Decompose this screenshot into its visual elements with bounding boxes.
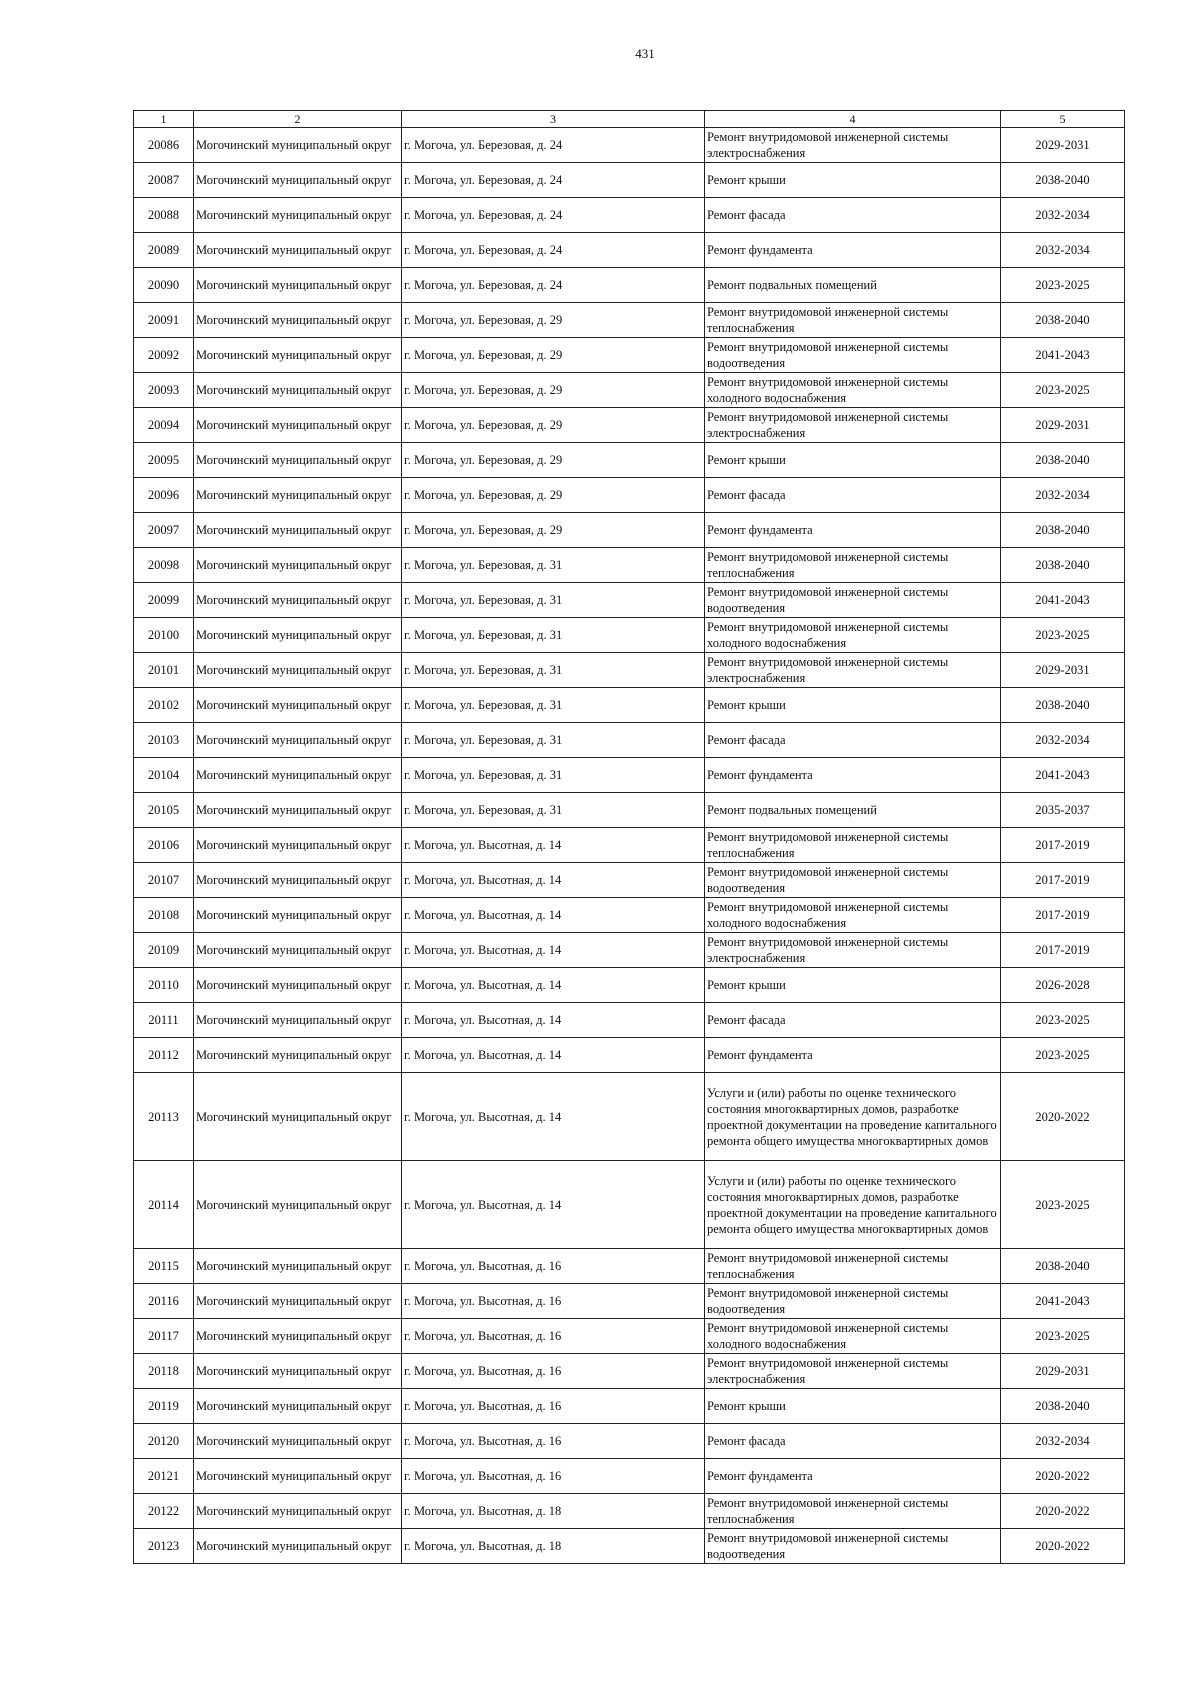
municipality-cell: Могочинский муниципальный округ	[194, 933, 402, 968]
table-row	[134, 513, 1125, 548]
work-type-cell: Ремонт внутридомовой инженерной системы электроснабжения	[705, 128, 1001, 163]
row-number: 20088	[134, 198, 194, 233]
row-number: 20105	[134, 793, 194, 828]
period-cell: 2038-2040	[1001, 688, 1125, 723]
address-cell: г. Могоча, ул. Высотная, д. 14	[402, 1003, 705, 1038]
period-cell: 2035-2037	[1001, 793, 1125, 828]
address-cell: г. Могоча, ул. Березовая, д. 24	[402, 128, 705, 163]
work-type-cell: Ремонт фундамента	[705, 233, 1001, 268]
municipality-cell: Могочинский муниципальный округ	[194, 1354, 402, 1389]
work-type-cell: Ремонт внутридомовой инженерной системы теплоснабжения	[705, 1249, 1001, 1284]
municipality-cell: Могочинский муниципальный округ	[194, 583, 402, 618]
municipality-cell: Могочинский муниципальный округ	[194, 1038, 402, 1073]
table-row	[134, 548, 1125, 583]
row-number: 20087	[134, 163, 194, 198]
table-row	[134, 688, 1125, 723]
header-col-1: 1	[134, 111, 194, 128]
municipality-cell: Могочинский муниципальный округ	[194, 688, 402, 723]
table-row	[134, 268, 1125, 303]
period-cell: 2041-2043	[1001, 1284, 1125, 1319]
municipality-cell: Могочинский муниципальный округ	[194, 1073, 402, 1161]
period-cell: 2038-2040	[1001, 303, 1125, 338]
address-cell: г. Могоча, ул. Березовая, д. 24	[402, 163, 705, 198]
municipality-cell: Могочинский муниципальный округ	[194, 513, 402, 548]
row-number: 20097	[134, 513, 194, 548]
table-row	[134, 1284, 1125, 1319]
work-type-cell: Ремонт фундамента	[705, 758, 1001, 793]
table-row	[134, 968, 1125, 1003]
table-row	[134, 233, 1125, 268]
row-number: 20113	[134, 1073, 194, 1161]
table-row	[134, 1319, 1125, 1354]
period-cell: 2023-2025	[1001, 1003, 1125, 1038]
work-type-cell: Ремонт фасада	[705, 1003, 1001, 1038]
period-cell: 2038-2040	[1001, 163, 1125, 198]
municipality-cell: Могочинский муниципальный округ	[194, 618, 402, 653]
work-type-cell: Ремонт внутридомовой инженерной системы водоотведения	[705, 1284, 1001, 1319]
address-cell: г. Могоча, ул. Березовая, д. 29	[402, 443, 705, 478]
address-cell: г. Могоча, ул. Высотная, д. 14	[402, 863, 705, 898]
table-row	[134, 828, 1125, 863]
municipality-cell: Могочинский муниципальный округ	[194, 1161, 402, 1249]
row-number: 20101	[134, 653, 194, 688]
period-cell: 2020-2022	[1001, 1529, 1125, 1564]
period-cell: 2041-2043	[1001, 338, 1125, 373]
row-number: 20106	[134, 828, 194, 863]
table-row	[134, 1529, 1125, 1564]
period-cell: 2032-2034	[1001, 723, 1125, 758]
municipality-cell: Могочинский муниципальный округ	[194, 408, 402, 443]
period-cell: 2023-2025	[1001, 618, 1125, 653]
row-number: 20117	[134, 1319, 194, 1354]
municipality-cell: Могочинский муниципальный округ	[194, 1249, 402, 1284]
row-number: 20116	[134, 1284, 194, 1319]
work-type-cell: Ремонт внутридомовой инженерной системы электроснабжения	[705, 653, 1001, 688]
work-type-cell: Ремонт крыши	[705, 688, 1001, 723]
period-cell: 2017-2019	[1001, 898, 1125, 933]
row-number: 20094	[134, 408, 194, 443]
period-cell: 2023-2025	[1001, 1161, 1125, 1249]
work-type-cell: Ремонт внутридомовой инженерной системы водоотведения	[705, 338, 1001, 373]
address-cell: г. Могоча, ул. Высотная, д. 14	[402, 933, 705, 968]
table-row	[134, 1354, 1125, 1389]
address-cell: г. Могоча, ул. Высотная, д. 16	[402, 1319, 705, 1354]
address-cell: г. Могоча, ул. Березовая, д. 24	[402, 268, 705, 303]
address-cell: г. Могоча, ул. Высотная, д. 16	[402, 1424, 705, 1459]
table-row	[134, 1073, 1125, 1161]
row-number: 20102	[134, 688, 194, 723]
address-cell: г. Могоча, ул. Березовая, д. 31	[402, 583, 705, 618]
table-row	[134, 1459, 1125, 1494]
work-type-cell: Ремонт крыши	[705, 968, 1001, 1003]
period-cell: 2038-2040	[1001, 443, 1125, 478]
address-cell: г. Могоча, ул. Березовая, д. 24	[402, 233, 705, 268]
period-cell: 2029-2031	[1001, 1354, 1125, 1389]
row-number: 20098	[134, 548, 194, 583]
work-type-cell: Ремонт внутридомовой инженерной системы холодного водоснабжения	[705, 898, 1001, 933]
row-number: 20096	[134, 478, 194, 513]
period-cell: 2029-2031	[1001, 408, 1125, 443]
table-row	[134, 373, 1125, 408]
work-type-cell: Ремонт крыши	[705, 443, 1001, 478]
row-number: 20109	[134, 933, 194, 968]
period-cell: 2038-2040	[1001, 548, 1125, 583]
period-cell: 2038-2040	[1001, 513, 1125, 548]
row-number: 20119	[134, 1389, 194, 1424]
municipality-cell: Могочинский муниципальный округ	[194, 898, 402, 933]
address-cell: г. Могоча, ул. Березовая, д. 31	[402, 653, 705, 688]
work-type-cell: Ремонт фундамента	[705, 513, 1001, 548]
row-number: 20112	[134, 1038, 194, 1073]
table-row	[134, 618, 1125, 653]
header-col-4: 4	[705, 111, 1001, 128]
work-type-cell: Ремонт внутридомовой инженерной системы теплоснабжения	[705, 303, 1001, 338]
row-number: 20118	[134, 1354, 194, 1389]
data-table	[133, 110, 1125, 1564]
work-type-cell: Ремонт внутридомовой инженерной системы электроснабжения	[705, 408, 1001, 443]
row-number: 20114	[134, 1161, 194, 1249]
period-cell: 2023-2025	[1001, 1319, 1125, 1354]
row-number: 20099	[134, 583, 194, 618]
municipality-cell: Могочинский муниципальный округ	[194, 1319, 402, 1354]
work-type-cell: Ремонт внутридомовой инженерной системы электроснабжения	[705, 933, 1001, 968]
address-cell: г. Могоча, ул. Высотная, д. 16	[402, 1389, 705, 1424]
municipality-cell: Могочинский муниципальный округ	[194, 128, 402, 163]
address-cell: г. Могоча, ул. Березовая, д. 24	[402, 198, 705, 233]
municipality-cell: Могочинский муниципальный округ	[194, 758, 402, 793]
municipality-cell: Могочинский муниципальный округ	[194, 1494, 402, 1529]
address-cell: г. Могоча, ул. Березовая, д. 29	[402, 338, 705, 373]
table-row	[134, 1249, 1125, 1284]
municipality-cell: Могочинский муниципальный округ	[194, 723, 402, 758]
municipality-cell: Могочинский муниципальный округ	[194, 1284, 402, 1319]
municipality-cell: Могочинский муниципальный округ	[194, 968, 402, 1003]
municipality-cell: Могочинский муниципальный округ	[194, 863, 402, 898]
row-number: 20111	[134, 1003, 194, 1038]
work-type-cell: Ремонт внутридомовой инженерной системы водоотведения	[705, 863, 1001, 898]
address-cell: г. Могоча, ул. Березовая, д. 31	[402, 548, 705, 583]
row-number: 20089	[134, 233, 194, 268]
work-type-cell: Ремонт внутридомовой инженерной системы электроснабжения	[705, 1354, 1001, 1389]
row-number: 20092	[134, 338, 194, 373]
work-type-cell: Услуги и (или) работы по оценке технического состояния многоквартирных домов, разработке проектной документации на проведение капитального ремонта общего имущества многоквартирных домов	[705, 1073, 1001, 1161]
address-cell: г. Могоча, ул. Березовая, д. 31	[402, 618, 705, 653]
work-type-cell: Ремонт фасада	[705, 478, 1001, 513]
table-row	[134, 408, 1125, 443]
period-cell: 2023-2025	[1001, 373, 1125, 408]
municipality-cell: Могочинский муниципальный округ	[194, 1389, 402, 1424]
municipality-cell: Могочинский муниципальный округ	[194, 1424, 402, 1459]
work-type-cell: Ремонт подвальных помещений	[705, 793, 1001, 828]
address-cell: г. Могоча, ул. Высотная, д. 16	[402, 1284, 705, 1319]
table-row	[134, 1038, 1125, 1073]
row-number: 20103	[134, 723, 194, 758]
work-type-cell: Ремонт фасада	[705, 198, 1001, 233]
work-type-cell: Ремонт внутридомовой инженерной системы теплоснабжения	[705, 828, 1001, 863]
address-cell: г. Могоча, ул. Березовая, д. 29	[402, 373, 705, 408]
address-cell: г. Могоча, ул. Березовая, д. 31	[402, 793, 705, 828]
period-cell: 2020-2022	[1001, 1459, 1125, 1494]
municipality-cell: Могочинский муниципальный округ	[194, 1003, 402, 1038]
table-row	[134, 1003, 1125, 1038]
address-cell: г. Могоча, ул. Высотная, д. 16	[402, 1354, 705, 1389]
table-row	[134, 898, 1125, 933]
work-type-cell: Ремонт крыши	[705, 1389, 1001, 1424]
municipality-cell: Могочинский муниципальный округ	[194, 1459, 402, 1494]
work-type-cell: Ремонт внутридомовой инженерной системы холодного водоснабжения	[705, 1319, 1001, 1354]
row-number: 20086	[134, 128, 194, 163]
period-cell: 2023-2025	[1001, 1038, 1125, 1073]
municipality-cell: Могочинский муниципальный округ	[194, 233, 402, 268]
period-cell: 2032-2034	[1001, 1424, 1125, 1459]
address-cell: г. Могоча, ул. Березовая, д. 31	[402, 723, 705, 758]
work-type-cell: Ремонт внутридомовой инженерной системы холодного водоснабжения	[705, 618, 1001, 653]
municipality-cell: Могочинский муниципальный округ	[194, 198, 402, 233]
period-cell: 2032-2034	[1001, 478, 1125, 513]
municipality-cell: Могочинский муниципальный округ	[194, 443, 402, 478]
row-number: 20123	[134, 1529, 194, 1564]
row-number: 20091	[134, 303, 194, 338]
table-row	[134, 933, 1125, 968]
table-row	[134, 1161, 1125, 1249]
table-row	[134, 758, 1125, 793]
table-body	[134, 128, 1125, 1564]
address-cell: г. Могоча, ул. Березовая, д. 29	[402, 408, 705, 443]
period-cell: 2032-2034	[1001, 233, 1125, 268]
header-col-3: 3	[402, 111, 705, 128]
work-type-cell: Ремонт подвальных помещений	[705, 268, 1001, 303]
table-row	[134, 863, 1125, 898]
row-number: 20093	[134, 373, 194, 408]
row-number: 20108	[134, 898, 194, 933]
work-type-cell: Ремонт фундамента	[705, 1459, 1001, 1494]
municipality-cell: Могочинский муниципальный округ	[194, 478, 402, 513]
row-number: 20110	[134, 968, 194, 1003]
table-row	[134, 1424, 1125, 1459]
table-row	[134, 1494, 1125, 1529]
page-number: 431	[635, 46, 655, 61]
period-cell: 2020-2022	[1001, 1073, 1125, 1161]
address-cell: г. Могоча, ул. Березовая, д. 29	[402, 478, 705, 513]
address-cell: г. Могоча, ул. Высотная, д. 14	[402, 828, 705, 863]
row-number: 20090	[134, 268, 194, 303]
work-type-cell: Ремонт внутридомовой инженерной системы водоотведения	[705, 1529, 1001, 1564]
period-cell: 2041-2043	[1001, 758, 1125, 793]
row-number: 20107	[134, 863, 194, 898]
address-cell: г. Могоча, ул. Высотная, д. 18	[402, 1494, 705, 1529]
period-cell: 2017-2019	[1001, 828, 1125, 863]
table-row	[134, 338, 1125, 373]
table-row	[134, 163, 1125, 198]
municipality-cell: Могочинский муниципальный округ	[194, 793, 402, 828]
table-row	[134, 128, 1125, 163]
row-number: 20104	[134, 758, 194, 793]
period-cell: 2017-2019	[1001, 863, 1125, 898]
table-row	[134, 443, 1125, 478]
address-cell: г. Могоча, ул. Березовая, д. 29	[402, 513, 705, 548]
table-row	[134, 583, 1125, 618]
work-type-cell: Ремонт фасада	[705, 723, 1001, 758]
work-type-cell: Ремонт фасада	[705, 1424, 1001, 1459]
period-cell: 2020-2022	[1001, 1494, 1125, 1529]
period-cell: 2017-2019	[1001, 933, 1125, 968]
table-row	[134, 198, 1125, 233]
work-type-cell: Ремонт внутридомовой инженерной системы водоотведения	[705, 583, 1001, 618]
period-cell: 2026-2028	[1001, 968, 1125, 1003]
municipality-cell: Могочинский муниципальный округ	[194, 548, 402, 583]
municipality-cell: Могочинский муниципальный округ	[194, 373, 402, 408]
row-number: 20121	[134, 1459, 194, 1494]
table-row	[134, 303, 1125, 338]
row-number: 20122	[134, 1494, 194, 1529]
header-col-5: 5	[1001, 111, 1125, 128]
table-row	[134, 653, 1125, 688]
work-type-cell: Ремонт фундамента	[705, 1038, 1001, 1073]
work-type-cell: Ремонт внутридомовой инженерной системы теплоснабжения	[705, 1494, 1001, 1529]
municipality-cell: Могочинский муниципальный округ	[194, 653, 402, 688]
period-cell: 2041-2043	[1001, 583, 1125, 618]
address-cell: г. Могоча, ул. Березовая, д. 31	[402, 758, 705, 793]
municipality-cell: Могочинский муниципальный округ	[194, 303, 402, 338]
municipality-cell: Могочинский муниципальный округ	[194, 828, 402, 863]
address-cell: г. Могоча, ул. Высотная, д. 14	[402, 968, 705, 1003]
address-cell: г. Могоча, ул. Высотная, д. 14	[402, 898, 705, 933]
table-row	[134, 478, 1125, 513]
work-type-cell: Ремонт внутридомовой инженерной системы холодного водоснабжения	[705, 373, 1001, 408]
table-row	[134, 1389, 1125, 1424]
table-row	[134, 723, 1125, 758]
address-cell: г. Могоча, ул. Высотная, д. 16	[402, 1249, 705, 1284]
period-cell: 2038-2040	[1001, 1389, 1125, 1424]
header-row	[134, 111, 1125, 128]
row-number: 20100	[134, 618, 194, 653]
period-cell: 2029-2031	[1001, 653, 1125, 688]
work-type-cell: Услуги и (или) работы по оценке технического состояния многоквартирных домов, разработке проектной документации на проведение капитального ремонта общего имущества многоквартирных домов	[705, 1161, 1001, 1249]
address-cell: г. Могоча, ул. Березовая, д. 29	[402, 303, 705, 338]
period-cell: 2032-2034	[1001, 198, 1125, 233]
header-col-2: 2	[194, 111, 402, 128]
municipality-cell: Могочинский муниципальный округ	[194, 338, 402, 373]
work-type-cell: Ремонт внутридомовой инженерной системы теплоснабжения	[705, 548, 1001, 583]
work-type-cell: Ремонт крыши	[705, 163, 1001, 198]
table-header	[134, 111, 1125, 128]
table-row	[134, 793, 1125, 828]
period-cell: 2023-2025	[1001, 268, 1125, 303]
row-number: 20115	[134, 1249, 194, 1284]
period-cell: 2038-2040	[1001, 1249, 1125, 1284]
period-cell: 2029-2031	[1001, 128, 1125, 163]
address-cell: г. Могоча, ул. Высотная, д. 14	[402, 1161, 705, 1249]
address-cell: г. Могоча, ул. Высотная, д. 16	[402, 1459, 705, 1494]
address-cell: г. Могоча, ул. Высотная, д. 14	[402, 1073, 705, 1161]
row-number: 20120	[134, 1424, 194, 1459]
address-cell: г. Могоча, ул. Высотная, д. 18	[402, 1529, 705, 1564]
municipality-cell: Могочинский муниципальный округ	[194, 1529, 402, 1564]
municipality-cell: Могочинский муниципальный округ	[194, 268, 402, 303]
address-cell: г. Могоча, ул. Березовая, д. 31	[402, 688, 705, 723]
municipality-cell: Могочинский муниципальный округ	[194, 163, 402, 198]
address-cell: г. Могоча, ул. Высотная, д. 14	[402, 1038, 705, 1073]
row-number: 20095	[134, 443, 194, 478]
